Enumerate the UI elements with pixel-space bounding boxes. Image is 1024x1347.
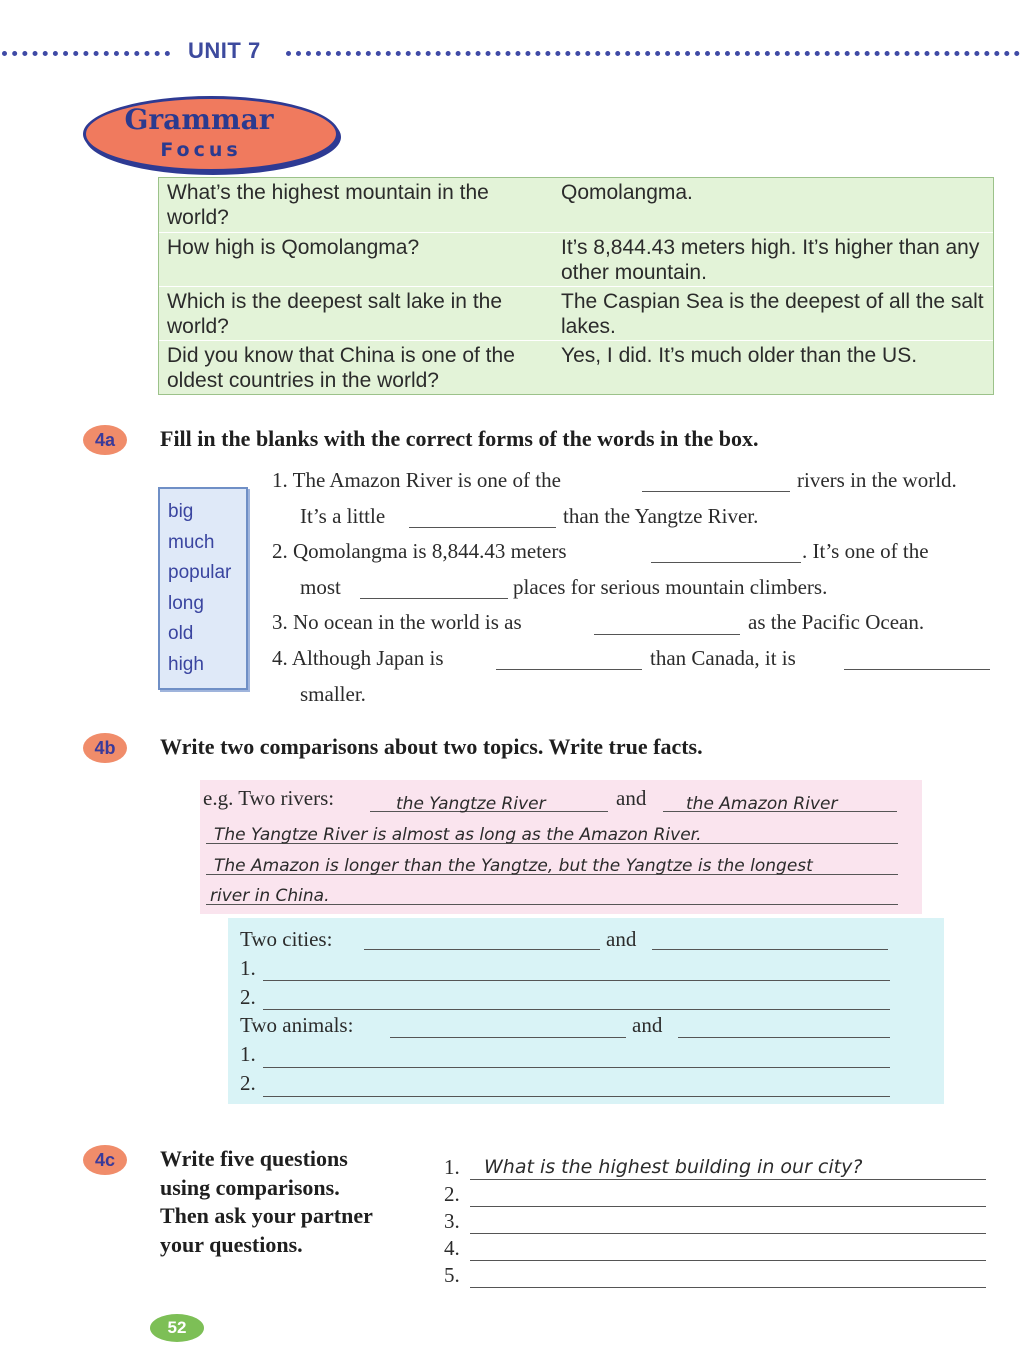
grammar-focus-table xyxy=(158,177,994,395)
grammar-question: How high is Qomolangma? xyxy=(167,236,420,259)
question-line[interactable] xyxy=(470,1287,986,1288)
and-label: and xyxy=(632,1013,663,1037)
sentence-text: 4. Although Japan is xyxy=(272,646,444,670)
instruction-4b: Write two comparisons about two topics. Write true facts. xyxy=(160,734,703,759)
answer-blank[interactable] xyxy=(642,491,790,492)
word-box-item: high xyxy=(168,653,204,675)
example-topic-2: the Amazon River xyxy=(686,794,838,814)
example-sentence-1: The Yangtze River is almost as long as the Amazon River. xyxy=(214,825,702,845)
page-number: 52 xyxy=(150,1314,204,1342)
header-dotted-rule-right xyxy=(286,51,1020,56)
grammar-answer: Yes, I did. It’s much older than the US. xyxy=(561,344,918,367)
sentence-text: 3. No ocean in the world is as xyxy=(272,610,522,634)
activity-badge-4b: 4b xyxy=(83,733,127,763)
instruction-4c-line: Then ask your partner xyxy=(160,1203,373,1228)
instruction-4a: Fill in the blanks with the correct forms of the words in the box. xyxy=(160,426,759,451)
item-number: 5. xyxy=(444,1263,460,1287)
answer-blank[interactable] xyxy=(496,669,642,670)
and-label: and xyxy=(616,786,647,810)
sentence-text: 1. The Amazon River is one of the xyxy=(272,468,561,492)
word-box-item: long xyxy=(168,592,204,614)
item-number: 2. xyxy=(444,1182,460,1206)
and-label: and xyxy=(606,927,637,951)
practice-box xyxy=(228,918,944,1104)
question-line[interactable] xyxy=(470,1179,986,1180)
item-number: 2. xyxy=(240,1071,256,1095)
word-box-item: big xyxy=(168,501,194,522)
grammar-focus-subtitle: Focus xyxy=(160,139,242,161)
item-number: 1. xyxy=(240,1042,256,1066)
answer-line[interactable] xyxy=(263,980,890,981)
city-1-blank[interactable] xyxy=(364,949,600,950)
item-number: 1. xyxy=(240,956,256,980)
instruction-4c-line: Write five questions xyxy=(160,1146,348,1171)
grammar-focus-badge xyxy=(83,96,339,172)
sentence-text: as the Pacific Ocean. xyxy=(748,610,925,634)
animal-1-blank[interactable] xyxy=(390,1037,626,1038)
example-question: What is the highest building in our city? xyxy=(484,1156,863,1178)
grammar-answer: It’s 8,844.43 meters high. It’s higher than any other mountain. xyxy=(561,236,980,284)
answer-blank[interactable] xyxy=(844,669,990,670)
question-line[interactable] xyxy=(470,1233,986,1234)
item-number: 3. xyxy=(444,1209,460,1233)
sentence-text: 2. Qomolangma is 8,844.43 meters xyxy=(272,539,567,563)
animals-label: Two animals: xyxy=(240,1013,354,1037)
activity-badge-4a: 4a xyxy=(83,425,127,455)
question-line[interactable] xyxy=(470,1260,986,1261)
sentence-text: rivers in the world. xyxy=(797,468,957,492)
answer-blank[interactable] xyxy=(594,634,740,635)
word-box-item: old xyxy=(168,623,194,644)
instruction-4c-line: using comparisons. xyxy=(160,1175,340,1200)
example-topic-1: the Yangtze River xyxy=(396,794,546,814)
activity-badge-4c: 4c xyxy=(83,1145,127,1175)
sentence-text: than Canada, it is xyxy=(650,646,796,670)
item-number: 1. xyxy=(444,1155,460,1179)
answer-blank[interactable] xyxy=(651,562,801,563)
word-box xyxy=(158,487,248,690)
item-number: 4. xyxy=(444,1236,460,1260)
answer-line[interactable] xyxy=(263,1009,890,1010)
sentence-text: smaller. xyxy=(300,682,366,706)
grammar-question: Which is the deepest salt lake in the world? xyxy=(167,290,503,338)
word-box-item: much xyxy=(168,531,215,553)
instruction-4c-line: your questions. xyxy=(160,1232,303,1257)
example-sentence-2: The Amazon is longer than the Yangtze, but the Yangtze is the longest xyxy=(214,856,813,876)
grammar-answer: The Caspian Sea is the deepest of all the salt lakes. xyxy=(561,290,984,338)
sentence-text: than the Yangtze River. xyxy=(563,504,759,528)
sentence-text: . It’s one of the xyxy=(802,539,929,563)
question-line[interactable] xyxy=(470,1206,986,1207)
word-box-item: popular xyxy=(168,562,232,583)
answer-blank[interactable] xyxy=(360,598,508,599)
grammar-row xyxy=(159,340,993,394)
grammar-row xyxy=(159,178,993,232)
grammar-focus-title: Grammar xyxy=(124,103,274,136)
answer-line[interactable] xyxy=(263,1096,890,1097)
grammar-row xyxy=(159,232,993,286)
sentence-text: places for serious mountain climbers. xyxy=(513,575,828,599)
example-label: e.g. Two rivers: xyxy=(203,786,335,810)
sentence-text: It’s a little xyxy=(300,504,386,528)
grammar-question: What’s the highest mountain in the world? xyxy=(167,181,489,229)
example-sentence-2-cont: river in China. xyxy=(210,886,330,906)
sentence-text: most xyxy=(300,575,341,599)
unit-header xyxy=(0,38,1024,68)
grammar-answer: Qomolangma. xyxy=(561,181,693,204)
answer-line[interactable] xyxy=(263,1067,890,1068)
unit-title: UNIT 7 xyxy=(188,38,261,63)
grammar-row xyxy=(159,286,993,340)
animal-2-blank[interactable] xyxy=(678,1037,890,1038)
item-number: 2. xyxy=(240,985,256,1009)
grammar-question: Did you know that China is one of the oldest countries in the world? xyxy=(167,344,515,392)
answer-blank[interactable] xyxy=(409,527,556,528)
header-dotted-rule-left xyxy=(2,51,170,56)
cities-label: Two cities: xyxy=(240,927,333,951)
city-2-blank[interactable] xyxy=(652,949,888,950)
